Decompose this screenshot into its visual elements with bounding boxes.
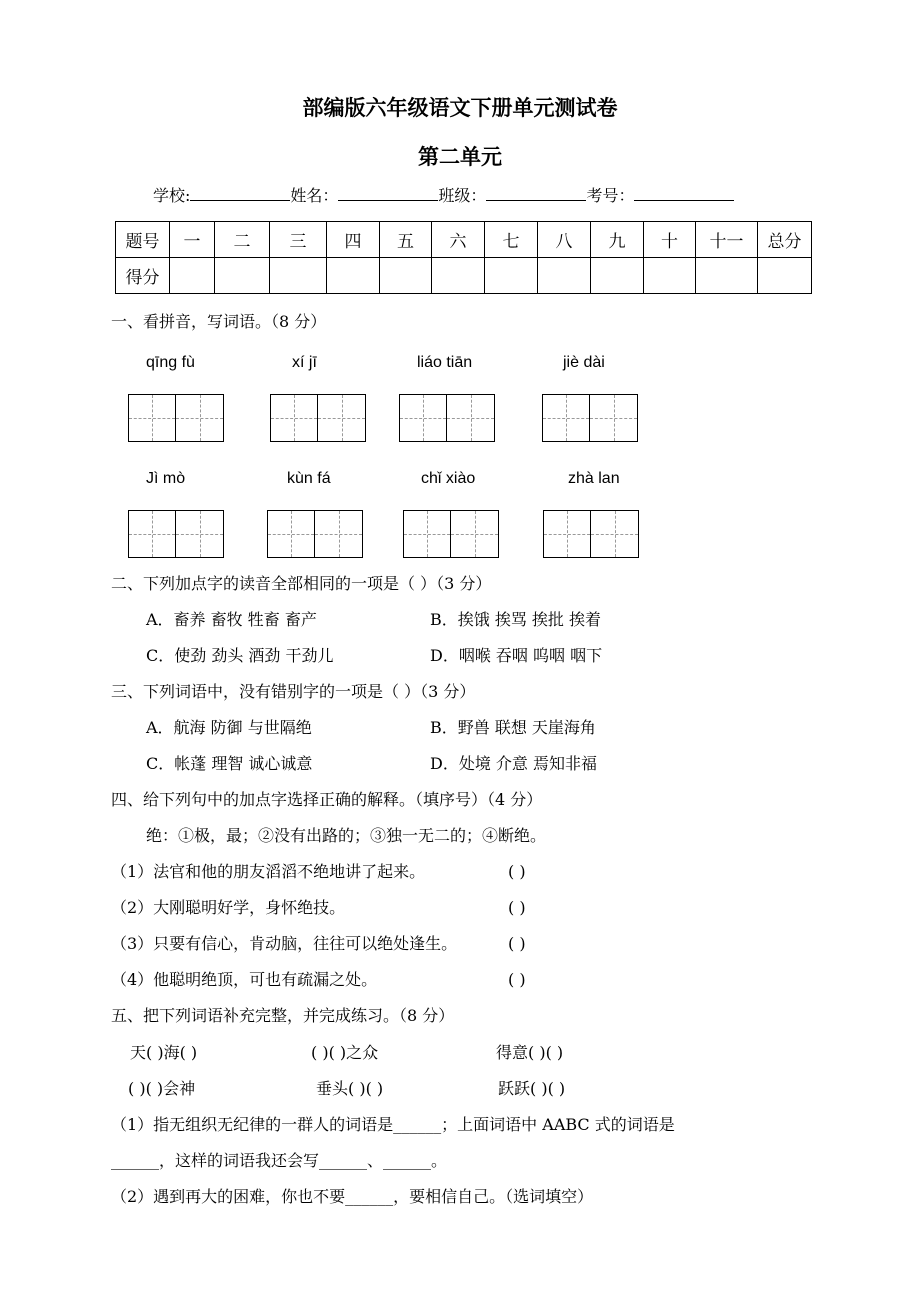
number-field[interactable] <box>634 186 734 201</box>
q4-item: （4）他聪明绝顶，可也有疏漏之处。 <box>111 970 378 989</box>
info-line <box>153 186 734 206</box>
q5-part1-line1: （1）指无组织无纪律的一群人的词语是______；上面词语中 AABC 式的词语是 <box>111 1115 675 1134</box>
q3-option-b[interactable]: B．野兽 联想 天崖海角 <box>430 718 596 737</box>
score-cell[interactable] <box>758 258 812 294</box>
score-header-cell: 一 <box>170 222 215 258</box>
name-label: 姓名： <box>290 186 339 205</box>
score-cell[interactable] <box>591 258 644 294</box>
q2-option-d[interactable]: D．咽喉 吞咽 呜咽 咽下 <box>430 646 603 665</box>
score-header-cell: 四 <box>327 222 380 258</box>
q2-option-a[interactable]: A．畜养 畜牧 牲畜 畜产 <box>146 610 317 629</box>
school-label: 学校: <box>153 186 191 205</box>
class-field[interactable] <box>486 186 586 201</box>
score-header-cell: 七 <box>485 222 538 258</box>
score-header-cell: 五 <box>380 222 432 258</box>
q4-answer-paren[interactable]: ( ) <box>508 898 526 917</box>
pinyin: qīng fù <box>146 354 195 371</box>
q4-definition: 绝：①极，最；②没有出路的；③独一无二的；④断绝。 <box>146 826 547 845</box>
q2-title: 二、下列加点字的读音全部相同的一项是（ ）（3 分） <box>111 574 492 593</box>
pinyin: chǐ xiào <box>421 470 476 487</box>
q4-item: （3）只要有信心，肯动脑，往往可以绝处逢生。 <box>111 934 458 953</box>
pinyin: kùn fá <box>287 470 331 487</box>
writing-grid[interactable] <box>399 394 495 442</box>
score-cell[interactable] <box>327 258 380 294</box>
pinyin: xí jī <box>292 354 317 371</box>
writing-grid[interactable] <box>267 510 363 558</box>
score-header-cell: 九 <box>591 222 644 258</box>
q4-item: （1）法官和他的朋友滔滔不绝地讲了起来。 <box>111 862 426 881</box>
q4-answer-paren[interactable]: ( ) <box>508 862 526 881</box>
q3-option-d[interactable]: D．处境 介意 焉知非福 <box>430 754 598 773</box>
writing-grid[interactable] <box>543 510 639 558</box>
q3-option-c[interactable]: C．帐蓬 理智 诚心诚意 <box>146 754 313 773</box>
q3-option-a[interactable]: A．航海 防御 与世隔绝 <box>146 718 312 737</box>
writing-grid[interactable] <box>542 394 638 442</box>
q5-idiom[interactable]: 垂头( )( ) <box>316 1079 384 1098</box>
pinyin: liáo tiān <box>417 354 473 371</box>
q4-item: （2）大刚聪明好学，身怀绝技。 <box>111 898 346 917</box>
score-cell[interactable] <box>270 258 327 294</box>
q5-idiom[interactable]: 跃跃( )( ) <box>498 1079 566 1098</box>
score-header-cell: 六 <box>432 222 485 258</box>
score-header-cell: 八 <box>538 222 591 258</box>
q5-idiom[interactable]: ( )( )会神 <box>128 1079 196 1098</box>
pinyin: zhà lan <box>568 470 620 487</box>
writing-grid[interactable] <box>403 510 499 558</box>
name-field[interactable] <box>338 186 438 201</box>
pinyin: Jì mò <box>146 470 186 487</box>
score-cell[interactable] <box>170 258 215 294</box>
score-cell[interactable] <box>485 258 538 294</box>
q5-idiom[interactable]: 天( )海( ) <box>130 1043 198 1062</box>
q2-option-c[interactable]: C．使劲 劲头 酒劲 干劲儿 <box>146 646 334 665</box>
score-header-cell: 十一 <box>696 222 758 258</box>
q4-answer-paren[interactable]: ( ) <box>508 934 526 953</box>
score-row-label: 得分 <box>116 258 170 294</box>
score-cell[interactable] <box>380 258 432 294</box>
q1-title: 一、看拼音，写词语。（8 分） <box>111 312 327 331</box>
score-header-cell: 十 <box>644 222 696 258</box>
q5-part1-line2: ______，这样的词语我还会写______、______。 <box>111 1151 448 1170</box>
score-cell[interactable] <box>696 258 758 294</box>
q5-title: 五、把下列词语补充完整，并完成练习。（8 分） <box>111 1006 455 1025</box>
q4-title: 四、给下列句中的加点字选择正确的解释。（填序号）（4 分） <box>111 790 543 809</box>
q5-idiom[interactable]: 得意( )( ) <box>496 1043 564 1062</box>
q5-idiom[interactable]: ( )( )之众 <box>311 1043 379 1062</box>
school-field[interactable] <box>190 186 290 201</box>
score-header-cell: 二 <box>215 222 270 258</box>
score-table <box>115 221 812 294</box>
pinyin: jiè dài <box>563 354 605 371</box>
score-value-row <box>116 258 812 294</box>
score-header-cell: 三 <box>270 222 327 258</box>
page-title: 部编版六年级语文下册单元测试卷 <box>302 96 618 120</box>
q5-part2: （2）遇到再大的困难，你也不要______，要相信自己。（选词填空） <box>111 1187 594 1206</box>
score-cell[interactable] <box>215 258 270 294</box>
class-label: 班级： <box>438 186 487 205</box>
score-header-cell: 总分 <box>758 222 812 258</box>
writing-grid[interactable] <box>128 394 224 442</box>
writing-grid[interactable] <box>270 394 366 442</box>
q3-title: 三、下列词语中，没有错别字的一项是（ ）（3 分） <box>111 682 476 701</box>
number-label: 考号： <box>586 186 635 205</box>
q4-answer-paren[interactable]: ( ) <box>508 970 526 989</box>
score-cell[interactable] <box>644 258 696 294</box>
page-subtitle: 第二单元 <box>418 145 502 169</box>
score-header-row <box>116 222 812 258</box>
score-cell[interactable] <box>538 258 591 294</box>
q2-option-b[interactable]: B．挨饿 挨骂 挨批 挨着 <box>430 610 602 629</box>
score-header-cell: 题号 <box>116 222 170 258</box>
score-cell[interactable] <box>432 258 485 294</box>
writing-grid[interactable] <box>128 510 224 558</box>
